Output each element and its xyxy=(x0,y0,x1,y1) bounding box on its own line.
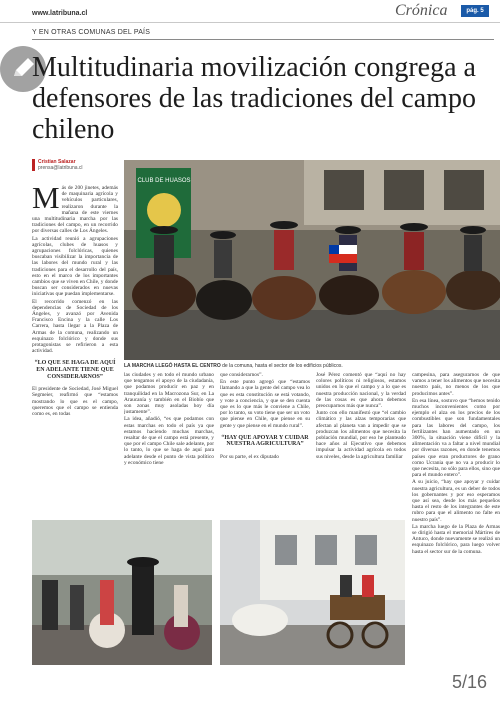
subheading: “HAY QUE APOYAR Y CUIDAR NUESTRA AGRICULTURA” xyxy=(221,434,309,448)
carriage-photo xyxy=(220,520,405,665)
subheading: “LO QUE SE HAGA DE AQUÍ EN ADELANTE TIENE QUE CONSIDERARNOS” xyxy=(34,360,116,380)
caption-text: de la comuna, hasta el sector de los edificios públicos. xyxy=(220,363,343,369)
main-photo xyxy=(124,160,500,360)
paragraph: El recorrido comenzó en las dependencias de Sociedad de los Ángeles, y avanzó por Avenida Francisco Encina y la calle Los Carrera, hasta llegar a la Plaza de Armas de la comuna, realizando un esquinazo folclórico y donde sus protagonistas se refirieron a esta actividad. xyxy=(32,298,118,355)
article-column-4 xyxy=(316,372,406,515)
page-indicator: 5/16 xyxy=(452,672,488,692)
paragraph: En este punto agregó que “estamos llamando a que la gente del campo vea lo que es esta constitución se está votando, y vote a conciencia, y que se den cuenta que es lo que más le conviene a Chile, por lo tanto, su voto tiene que ser un voto que piense en Chile, que piense en su gente y que piense en el mundo rural”. xyxy=(220,379,310,429)
paragraph: La actividad reunió a agrupaciones agrícolas, clubes de huasos y agrupaciones folclóricas, quienes buscaban visibilizar la importancia de las labores del mundo rural y las tradiciones para el desarrollo del país, esto en el marco de los importantes cambios que se viven en Chile, y donde buscan ser considerados en nuevas iniciativas que puedan implementarse. xyxy=(32,235,118,298)
paragraph: las ciudades y en todo el mundo urbano que tengamos el apoyo de la ciudadanía, que podamos producir en paz y en tranquilidad en la Macrozona Sur, en La Araucanía y también en el Biobío que son zonas muy asoladas hoy día justamente”. xyxy=(124,372,214,416)
drop-cap: M xyxy=(32,185,60,215)
author-name: Cristian Salazar xyxy=(38,159,76,165)
article-column-1 xyxy=(32,185,118,515)
photo-caption xyxy=(124,363,499,369)
banner-text: CLUB DE HUASOS xyxy=(137,178,191,184)
page-badge: pág. 5 xyxy=(461,5,489,17)
article-column-3 xyxy=(220,372,310,515)
paragraph: La marcha luego de la Plaza de Armas se dirigió hasta el memorial Mártires de Antuco, donde nuevamente se realizó un esquinazo folclórico, para luego volver hasta el sector sur de la comuna. xyxy=(412,523,500,555)
section-title: Crónica xyxy=(395,2,448,19)
paragraph: Junto con ello manifestó que “el cambio climático y las alzas temporarias que afectan al planeta van a impedir que se produzcan los alimentos que necesita la población mundial, por eso he planteado hace años al Ejecutivo que debemos impulsar la actividad agrícola en todos sus niveles, desde la agricultura familiar xyxy=(316,410,406,460)
kicker: Y EN OTRAS COMUNAS DEL PAÍS xyxy=(32,29,151,36)
paragraph: La idea, añadió, “es que podamos con estas marchas en todo el país ya que estamos haciendo muchas marchas, resaltar de que el campo está presente, y que por el campo Chile sale adelante, por lo tanto, lo que se haga de aquí para adelante desde el punto de vista político y económico tiene xyxy=(124,416,214,466)
caption-lead: LA MARCHA LLEGÓ HASTA EL CENTRO xyxy=(124,363,221,369)
headline: Multitudinaria movilización congrega a defensores de las tradiciones del campo chileno xyxy=(32,52,476,145)
article-column-5 xyxy=(412,372,500,690)
author-byline xyxy=(32,159,83,171)
page-header xyxy=(0,0,500,23)
paragraph: José Pérez comentó que “aquí no hay colores políticos ni religiosos, estamos unidos en lo que el campo y a lo que es nuestra producción nacional, y la verdad de las cosas es que ahora debemos preocuparnos más que nunca”. xyxy=(316,372,406,410)
paragraph: que considerarnos”. xyxy=(220,372,263,378)
paragraph: ás de 200 jinetes, además de maquinaria agrícola y vehículos particulares, realizaron durante la mañana de este viernes una multitudinaria marcha por las tradiciones del campo, en un recorrido por diversas calles de Los Ángeles. xyxy=(32,185,118,235)
site-url: www.latribuna.cl xyxy=(32,10,88,17)
paragraph: El presidente de Sociedad, José Miguel Segmeier, reafirmó que “estamos mostrando lo que es el campo, queremos que el campo se entienda como es, en todas xyxy=(32,386,118,418)
paragraph: En esa línea, sostuvo que “hemos tenido muchos inconvenientes como por ejemplo el alza en los precios de los combustibles que son fundamentales para las labores del campo, los fertilizantes han aumentado en un 300%, la situación viene difícil y la alimentación va a faltar a nivel mundial por diversas razones, en donde tenemos países que eran productores de grano como Ucrania que no va a producir lo que necesita, no sólo para ellos, sino que para el mundo entero”. xyxy=(412,397,500,479)
article-column-2 xyxy=(124,372,214,515)
paragraph: campesina, para asegurarnos de que vamos a tener los alimentos que necesita nuestro país, no menos de los que producimos antes”. xyxy=(412,372,500,397)
paragraph: A su juicio, “hay que apoyar y cuidar nuestra agricultura, es un deber de todos los gobernantes y por eso esperamos que así sea, desde los más pequeños hasta el resto de los integrantes de este rubro para que el alimento no falte en nuestro país”. xyxy=(412,479,500,523)
author-email: prensa@latribuna.cl xyxy=(38,165,83,171)
paragraph: Por su parte, el ex diputado xyxy=(220,454,279,461)
dancers-photo xyxy=(32,520,212,665)
header-rule xyxy=(32,39,494,40)
